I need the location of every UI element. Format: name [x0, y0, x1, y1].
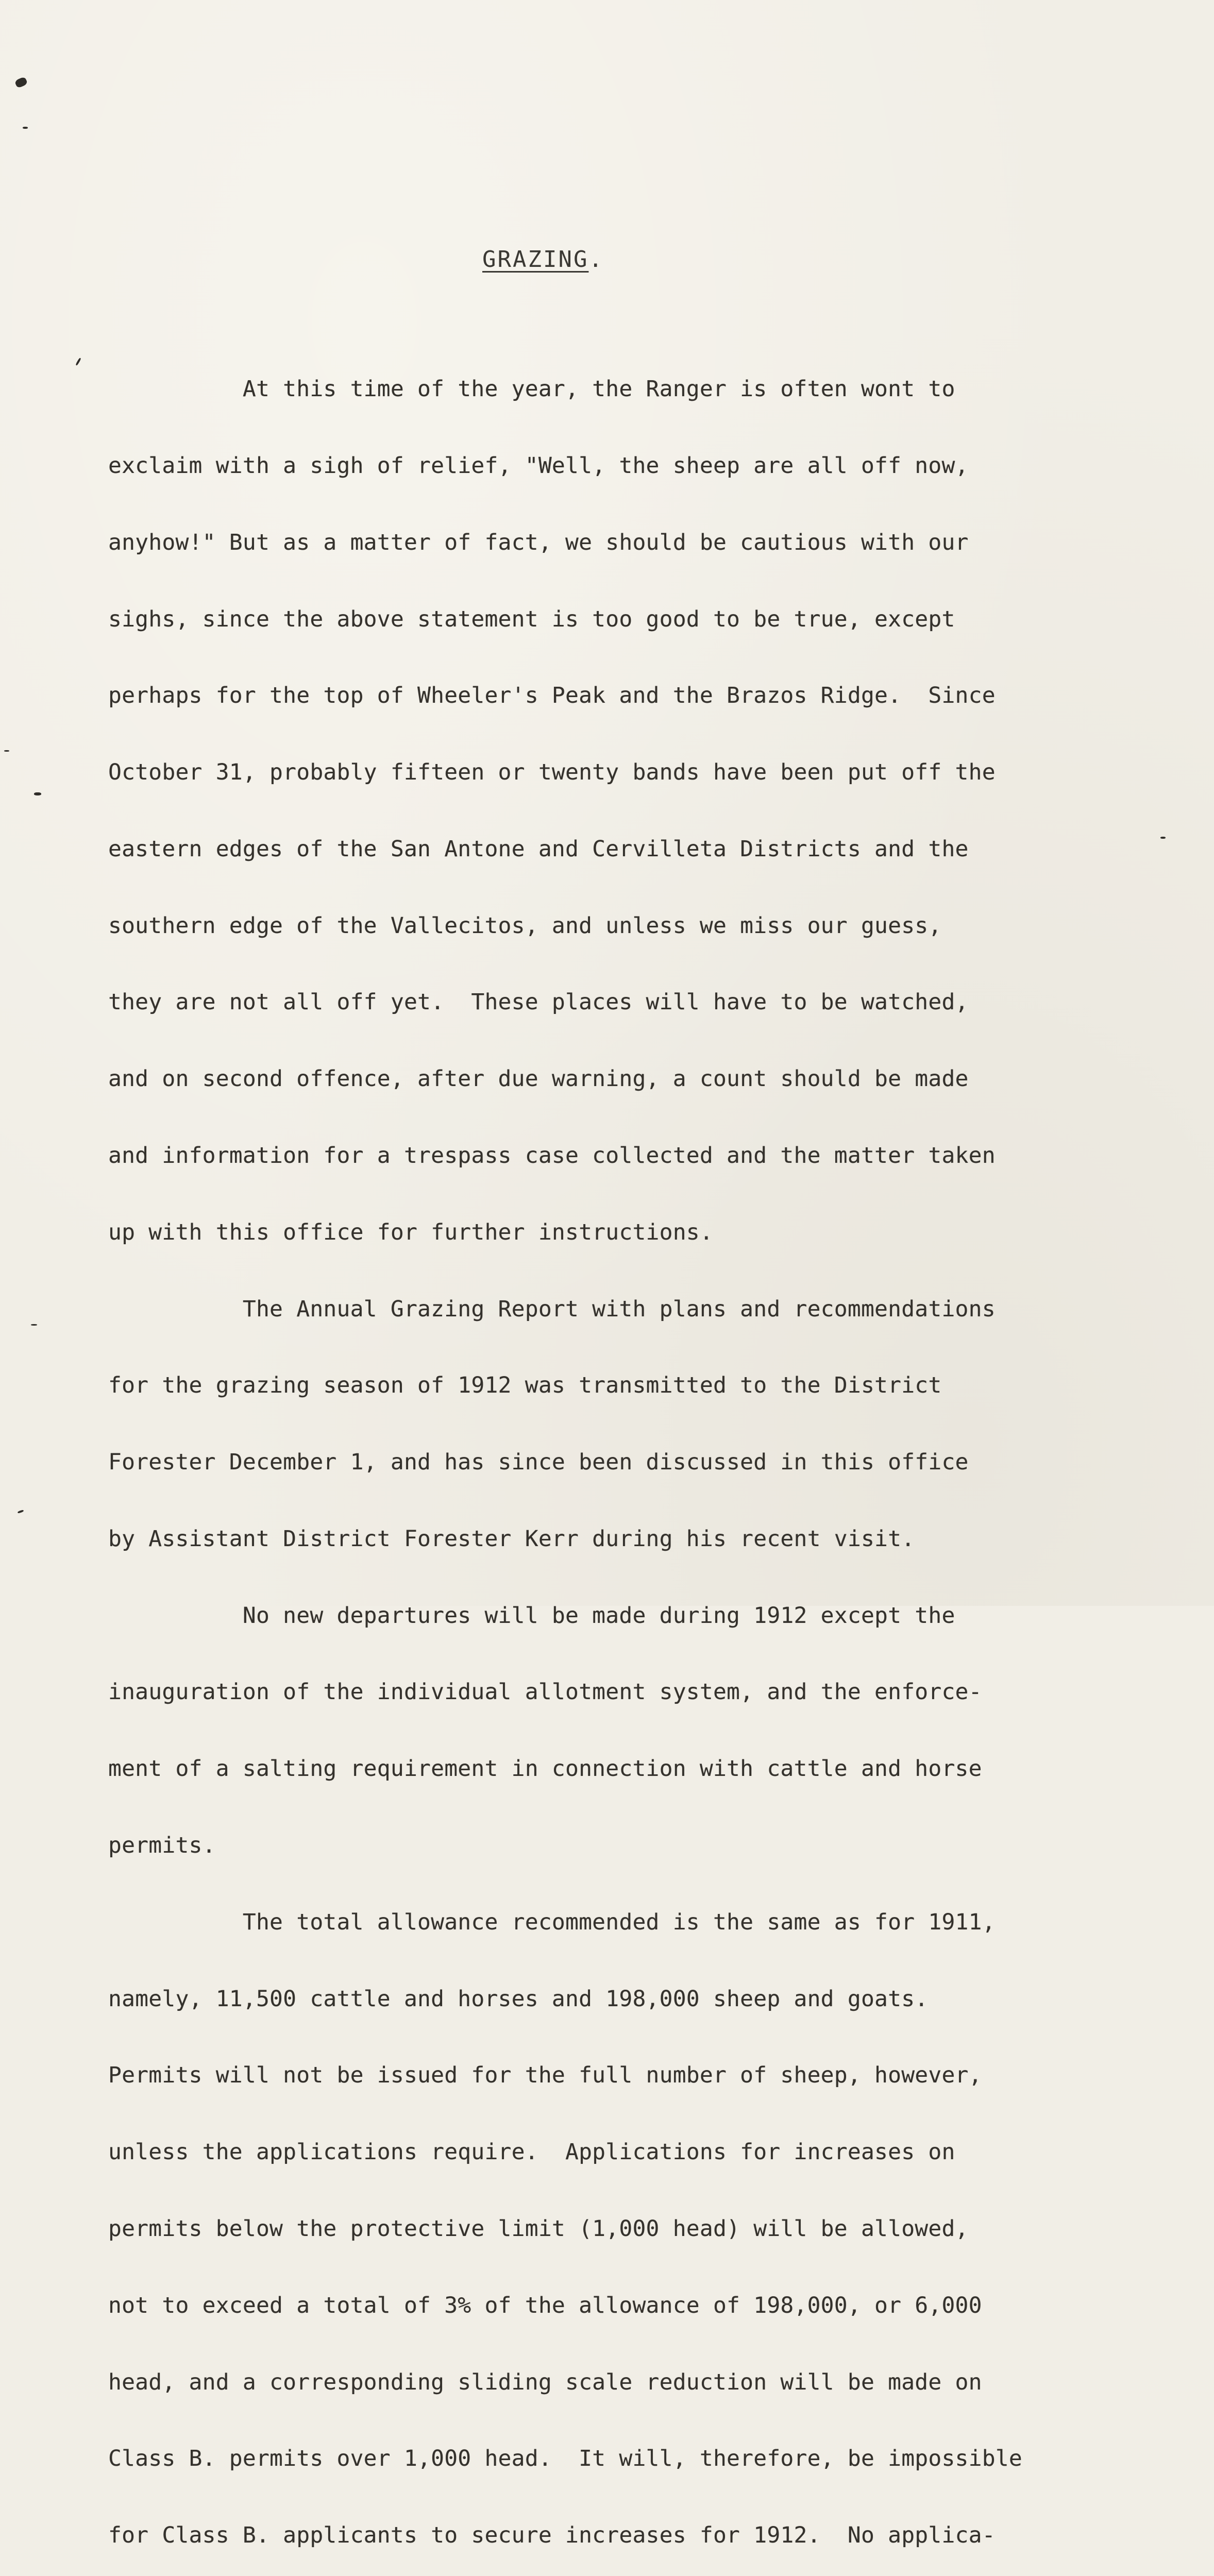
- text-line: perhaps for the top of Wheeler's Peak and the Brazos Ridge. Since: [108, 683, 996, 709]
- page-title: GRAZING.: [482, 246, 604, 273]
- text-line: sighs, since the above statement is too good to be true, except: [108, 606, 955, 632]
- text-line: inauguration of the individual allotment system, and the enforce-: [108, 1679, 982, 1705]
- ink-speck: [31, 1324, 37, 1326]
- ink-speck: [4, 750, 9, 752]
- text-line: The total allowance recommended is the same as for 1911,: [108, 1909, 996, 1935]
- text-line: up with this office for further instructions.: [108, 1219, 713, 1245]
- text-line: and information for a trespass case collected and the matter taken: [108, 1143, 996, 1168]
- text-line: ment of a salting requirement in connection with cattle and horse: [108, 1756, 982, 1782]
- text-line: namely, 11,500 cattle and horses and 198,000 sheep and goats.: [108, 1986, 929, 2012]
- text-line: The Annual Grazing Report with plans and recommendations: [108, 1296, 996, 1322]
- text-line: eastern edges of the San Antone and Cervilleta Districts and the: [108, 836, 969, 862]
- text-line: and on second offence, after due warning, a count should be made: [108, 1066, 969, 1092]
- text-line: not to exceed a total of 3% of the allowance of 198,000, or 6,000: [108, 2292, 982, 2318]
- text-line: unless the applications require. Applications for increases on: [108, 2139, 955, 2165]
- text-line: Forester December 1, and has since been discussed in this office: [108, 1449, 969, 1476]
- ink-speck: [14, 76, 28, 89]
- text-line: Class B. permits over 1,000 head. It will, therefore, be impossible: [108, 2446, 1022, 2472]
- text-line: permits.: [108, 1833, 216, 1859]
- ink-speck: [34, 792, 41, 795]
- ink-speck: [23, 127, 28, 129]
- text-line: No new departures will be made during 1912 except the: [108, 1602, 955, 1629]
- text-line: October 31, probably fifteen or twenty bands have been put off the: [108, 759, 996, 786]
- text-line: Permits will not be issued for the full number of sheep, however,: [108, 2062, 982, 2089]
- text-line: permits below the protective limit (1,000 head) will be allowed,: [108, 2215, 969, 2242]
- text-line: southern edge of the Vallecitos, and unless we miss our guess,: [108, 912, 942, 939]
- text-line: head, and a corresponding sliding scale reduction will be made on: [108, 2369, 982, 2395]
- text-line: At this time of the year, the Ranger is often wont to: [108, 376, 955, 402]
- text-line: exclaim with a sigh of relief, "Well, the sheep are all off now,: [108, 452, 969, 479]
- text-line: they are not all off yet. These places will have to be watched,: [108, 989, 969, 1015]
- typed-body-text: [108, 326, 1180, 2576]
- ink-speck: [18, 1510, 24, 1514]
- text-line: for Class B. applicants to secure increases for 1912. No applica-: [108, 2522, 996, 2549]
- text-line: by Assistant District Forester Kerr during his recent visit.: [108, 1526, 915, 1552]
- text-line: for the grazing season of 1912 was transmitted to the District: [108, 1372, 942, 1399]
- text-line: anyhow!" But as a matter of fact, we should be cautious with our: [108, 529, 969, 555]
- ink-speck: [75, 358, 81, 366]
